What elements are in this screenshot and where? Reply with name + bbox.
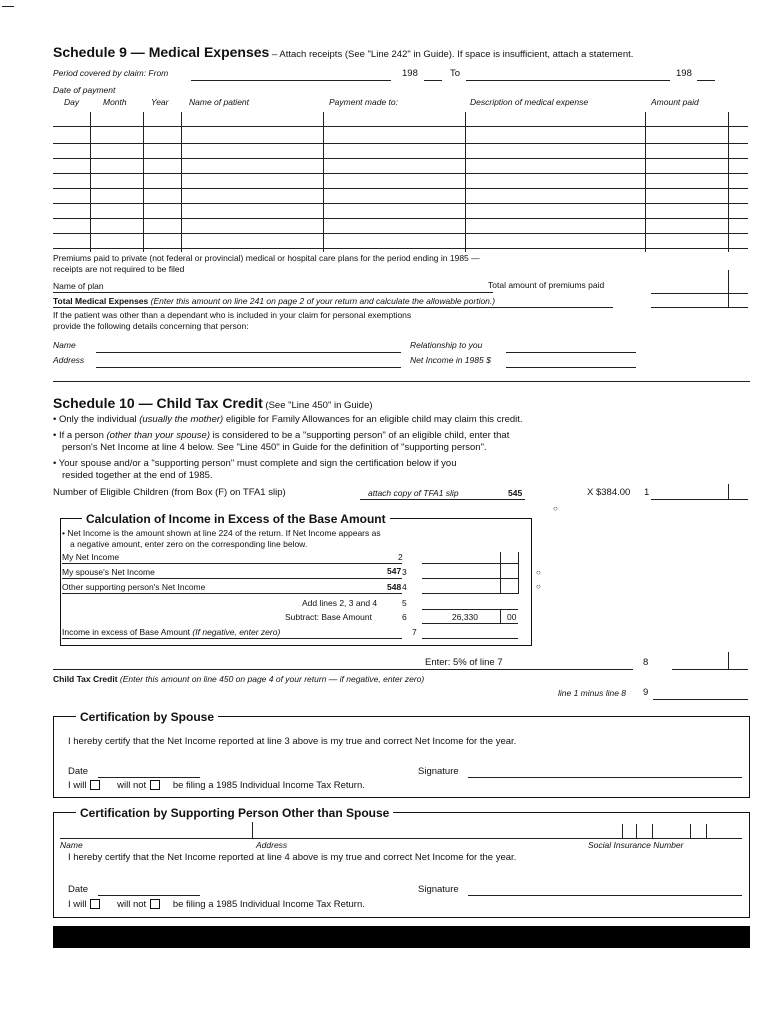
- expense-row-5[interactable]: [53, 188, 748, 189]
- col-day: Day: [64, 97, 80, 107]
- bullet-2: [53, 430, 509, 441]
- lines-2-4-right-edge: [518, 552, 519, 594]
- line-6-underline: [422, 623, 518, 624]
- other-date-label: Date: [68, 884, 89, 895]
- expense-row-6[interactable]: [53, 203, 748, 204]
- col-description: Description of medical expense: [470, 97, 589, 107]
- excess-row: [62, 627, 280, 637]
- premiums-note-1: Premiums paid to private (not federal or provincial) medical or hospital care plans for the period ending in 1985 —: [53, 253, 480, 263]
- spouse-cert-title: Certification by Spouse: [76, 710, 218, 724]
- line-3-number: 3: [402, 567, 407, 577]
- line-4-field[interactable]: [422, 593, 518, 594]
- schedule10-heading: [53, 395, 373, 413]
- expense-row-9[interactable]: [53, 248, 748, 249]
- dependant-note-1: If the patient was other than a dependant who is included in your claim for personal exemptions: [53, 310, 412, 320]
- other-i-will-label: I will: [68, 899, 87, 910]
- expense-row-7[interactable]: [53, 218, 748, 219]
- dep-address-field[interactable]: [96, 367, 401, 368]
- subtract-label: Subtract: Base Amount: [285, 612, 372, 622]
- line-2-field[interactable]: [422, 563, 518, 564]
- spouse-will-not-checkbox[interactable]: [150, 780, 160, 790]
- other-signature-field[interactable]: [468, 895, 742, 896]
- bullet-3-b: resided together at the end of 1985.: [62, 470, 213, 481]
- calculation-title-wrap: [82, 510, 390, 528]
- other-cert-title: Certification by Supporting Person Other than Spouse: [76, 806, 393, 820]
- other-address-label: Address: [256, 840, 288, 850]
- period-to-year-field[interactable]: [697, 80, 715, 81]
- period-label: Period covered by claim: From: [53, 68, 169, 78]
- spouse-signature-label: Signature: [418, 766, 459, 777]
- col-divider-month: [143, 112, 144, 252]
- plan-name-field[interactable]: [53, 292, 493, 293]
- circle-marker-3: ○: [536, 582, 541, 591]
- lines-2-4-cents-divider: [500, 552, 501, 594]
- date-of-payment-label: Date of payment: [53, 85, 116, 95]
- other-will-not-checkbox[interactable]: [150, 899, 160, 909]
- sin-divider-2: [636, 824, 637, 838]
- other-date-field[interactable]: [98, 895, 200, 896]
- period-to-year-prefix: 198: [676, 68, 692, 79]
- col-divider-patient: [323, 112, 324, 252]
- enter-5-percent: Enter: 5% of line 7: [425, 657, 503, 668]
- period-to-label: To: [450, 68, 461, 79]
- col-divider-year: [181, 112, 182, 252]
- sin-divider-1: [622, 824, 623, 838]
- expense-row-2[interactable]: [53, 143, 748, 144]
- schedule9-title-prefix: Schedule 9 —: [53, 44, 149, 60]
- code-547: 547: [387, 566, 402, 576]
- spouse-i-will-label: I will: [68, 780, 87, 791]
- line-8-number: 8: [643, 657, 649, 668]
- schedule9-title-note: – Attach receipts (See "Line 242" in Guide). If space is insufficient, attach a statement.: [269, 49, 634, 60]
- col-month: Month: [103, 97, 127, 107]
- other-cert-text: I hereby certify that the Net Income reported at line 4 above is my true and correct Net Income for the year.: [68, 852, 517, 863]
- relationship-field[interactable]: [506, 352, 636, 353]
- calc-note-2: a negative amount, enter zero on the corresponding line below.: [70, 539, 308, 549]
- circle-marker-2: ○: [536, 568, 541, 577]
- line-6-number: 6: [402, 612, 407, 622]
- bullet-2-italic: (other than your spouse): [106, 430, 211, 441]
- col-divider-day: [90, 112, 91, 252]
- circle-marker-1: ○: [553, 504, 558, 513]
- other-net-income-underline: [62, 593, 402, 594]
- base-amount-cents: 00: [507, 612, 517, 622]
- plan-label: Name of plan: [53, 281, 104, 291]
- col-divider-description: [645, 112, 646, 252]
- other-cert-title-wrap: [76, 804, 393, 822]
- bullet-3-a: • Your spouse and/or a "supporting person" must complete and sign the certification below if you: [53, 458, 457, 469]
- my-net-income-label: My Net Income: [62, 552, 120, 562]
- bullet-1-a: • Only the individual: [53, 414, 140, 425]
- line-8-underline: [53, 669, 633, 670]
- line-5-number: 5: [402, 598, 407, 608]
- expense-row-3[interactable]: [53, 158, 748, 159]
- dep-net-income-field[interactable]: [506, 367, 636, 368]
- spouse-will-not-label: will not: [117, 780, 147, 791]
- total-premiums-field[interactable]: [651, 293, 748, 294]
- spouse-will-checkbox[interactable]: [90, 780, 100, 790]
- dep-address-label: Address: [53, 355, 85, 365]
- other-identity-field[interactable]: [60, 838, 742, 839]
- schedule9-heading: [53, 44, 633, 62]
- attach-note: attach copy of TFA1 slip: [368, 488, 459, 498]
- schedule9-title: Medical Expenses: [148, 44, 270, 60]
- period-from-year-prefix: 198: [402, 68, 418, 79]
- other-sin-label: Social Insurance Number: [588, 840, 684, 850]
- ctc-note: (Enter this amount on line 450 on page 4 of your return — if negative, enter zero): [119, 674, 425, 684]
- footer-black-bar: [53, 926, 750, 948]
- col-patient: Name of patient: [189, 97, 250, 107]
- ctc-row: [53, 674, 424, 684]
- excess-note: (If negative, enter zero): [192, 627, 281, 637]
- sin-divider-3: [652, 824, 653, 838]
- period-to-field[interactable]: [466, 80, 670, 81]
- dep-name-label: Name: [53, 340, 76, 350]
- code-548: 548: [387, 582, 402, 592]
- bullet-2-a: • If a person: [53, 430, 107, 441]
- bullet-2-c: person's Net Income at line 4 below. See "Line 450" in Guide for the definition of "supporting person".: [62, 442, 487, 453]
- schedule10-title: Child Tax Credit: [156, 395, 263, 411]
- bullet-1-b: eligible for Family Allowances for an eligible child may claim this credit.: [223, 414, 523, 425]
- expense-row-4[interactable]: [53, 173, 748, 174]
- schedule-divider: [53, 381, 750, 382]
- line-8-cents-divider: [728, 652, 729, 670]
- line-1-minus-8: line 1 minus line 8: [558, 688, 627, 698]
- code-545: 545: [508, 488, 523, 498]
- total-medical-label: Total Medical Expenses: [53, 296, 149, 306]
- total-medical-row: [53, 296, 495, 306]
- line-1-field[interactable]: [651, 499, 748, 500]
- line-6-cents-divider: [500, 609, 501, 623]
- other-name-label: Name: [60, 840, 83, 850]
- other-net-income-label: Other supporting person's Net Income: [62, 582, 206, 592]
- col-divider-cents: [728, 112, 729, 252]
- corner-mark: [2, 6, 14, 7]
- schedule10-title-prefix: Schedule 10 —: [53, 395, 157, 411]
- other-signature-label: Signature: [418, 884, 459, 895]
- col-divider-payee: [465, 112, 466, 252]
- my-net-income-underline: [62, 563, 402, 564]
- expense-row-1[interactable]: [53, 126, 748, 127]
- excess-label: Income in excess of Base Amount: [62, 627, 191, 637]
- base-amount-dollars: 26,330: [452, 612, 478, 622]
- other-filing-text: be filing a 1985 Individual Income Tax Return.: [172, 899, 365, 910]
- other-will-checkbox[interactable]: [90, 899, 100, 909]
- col-amount: Amount paid: [651, 97, 699, 107]
- line-9-field[interactable]: [653, 699, 748, 700]
- line-2-number: 2: [398, 552, 403, 562]
- line-1-number: 1: [644, 487, 650, 498]
- spouse-net-income-underline: [62, 578, 402, 579]
- eligible-children-field[interactable]: [360, 499, 525, 500]
- total-premiums-label: Total amount of premiums paid: [488, 280, 605, 290]
- total-medical-field[interactable]: [651, 307, 748, 308]
- line-1-cents-divider: [728, 484, 729, 500]
- line-7-field[interactable]: [422, 638, 518, 639]
- line-9-number: 9: [643, 687, 649, 698]
- spouse-filing-row: [68, 780, 365, 791]
- dep-net-income-label: Net Income in 1985 $: [410, 355, 491, 365]
- spouse-date-field[interactable]: [98, 777, 200, 778]
- dependant-note-2: provide the following details concerning that person:: [53, 321, 249, 331]
- col-payee: Payment made to:: [329, 97, 398, 107]
- premiums-note-2: receipts are not required to be filed: [53, 264, 185, 274]
- line-8-field[interactable]: [672, 669, 748, 670]
- other-will-not-label: will not: [117, 899, 147, 910]
- other-filing-row: [68, 899, 365, 910]
- line-4-number: 4: [402, 582, 407, 592]
- bullet-1-italic: (usually the mother): [139, 414, 224, 425]
- spouse-cert-text: I hereby certify that the Net Income reported at line 3 above is my true and correct Net Income for the year.: [68, 736, 517, 747]
- spouse-filing-text: be filing a 1985 Individual Income Tax Return.: [172, 780, 365, 791]
- excess-underline: [62, 638, 402, 639]
- calc-note-1: • Net Income is the amount shown at line 224 of the return. If Net Income appears as: [62, 528, 381, 538]
- spouse-cert-title-wrap: [76, 708, 218, 726]
- line-3-field[interactable]: [422, 578, 518, 579]
- premium-cents-divider: [728, 270, 729, 308]
- period-from-field[interactable]: [191, 80, 391, 81]
- sin-divider-4: [690, 824, 691, 838]
- eligible-children-label: Number of Eligible Children (from Box (F) on TFA1 slip): [53, 487, 286, 498]
- bullet-1: [53, 414, 523, 425]
- ctc-label: Child Tax Credit: [53, 674, 118, 684]
- total-medical-underline: [53, 307, 613, 308]
- schedule10-title-note: (See "Line 450" in Guide): [262, 400, 373, 411]
- bullet-2-b: is considered to be a "supporting person" of an eligible child, enter that: [210, 430, 510, 441]
- expense-row-8[interactable]: [53, 233, 748, 234]
- multiplier: X $384.00: [587, 487, 631, 498]
- dep-name-field[interactable]: [96, 352, 401, 353]
- line-5-field[interactable]: [422, 609, 518, 610]
- col-year: Year: [151, 97, 169, 107]
- other-identity-divider: [252, 822, 253, 838]
- spouse-signature-field[interactable]: [468, 777, 742, 778]
- line-7-number: 7: [412, 627, 417, 637]
- spouse-net-income-label: My spouse's Net Income: [62, 567, 155, 577]
- sin-divider-5: [706, 824, 707, 838]
- spouse-date-label: Date: [68, 766, 89, 777]
- calculation-title: Calculation of Income in Excess of the Base Amount: [82, 512, 390, 526]
- add-lines-label: Add lines 2, 3 and 4: [302, 598, 378, 608]
- period-from-year-field[interactable]: [424, 80, 442, 81]
- total-medical-note: (Enter this amount on line 241 on page 2 of your return and calculate the allowable portion.): [150, 296, 496, 306]
- relationship-label: Relationship to you: [410, 340, 483, 350]
